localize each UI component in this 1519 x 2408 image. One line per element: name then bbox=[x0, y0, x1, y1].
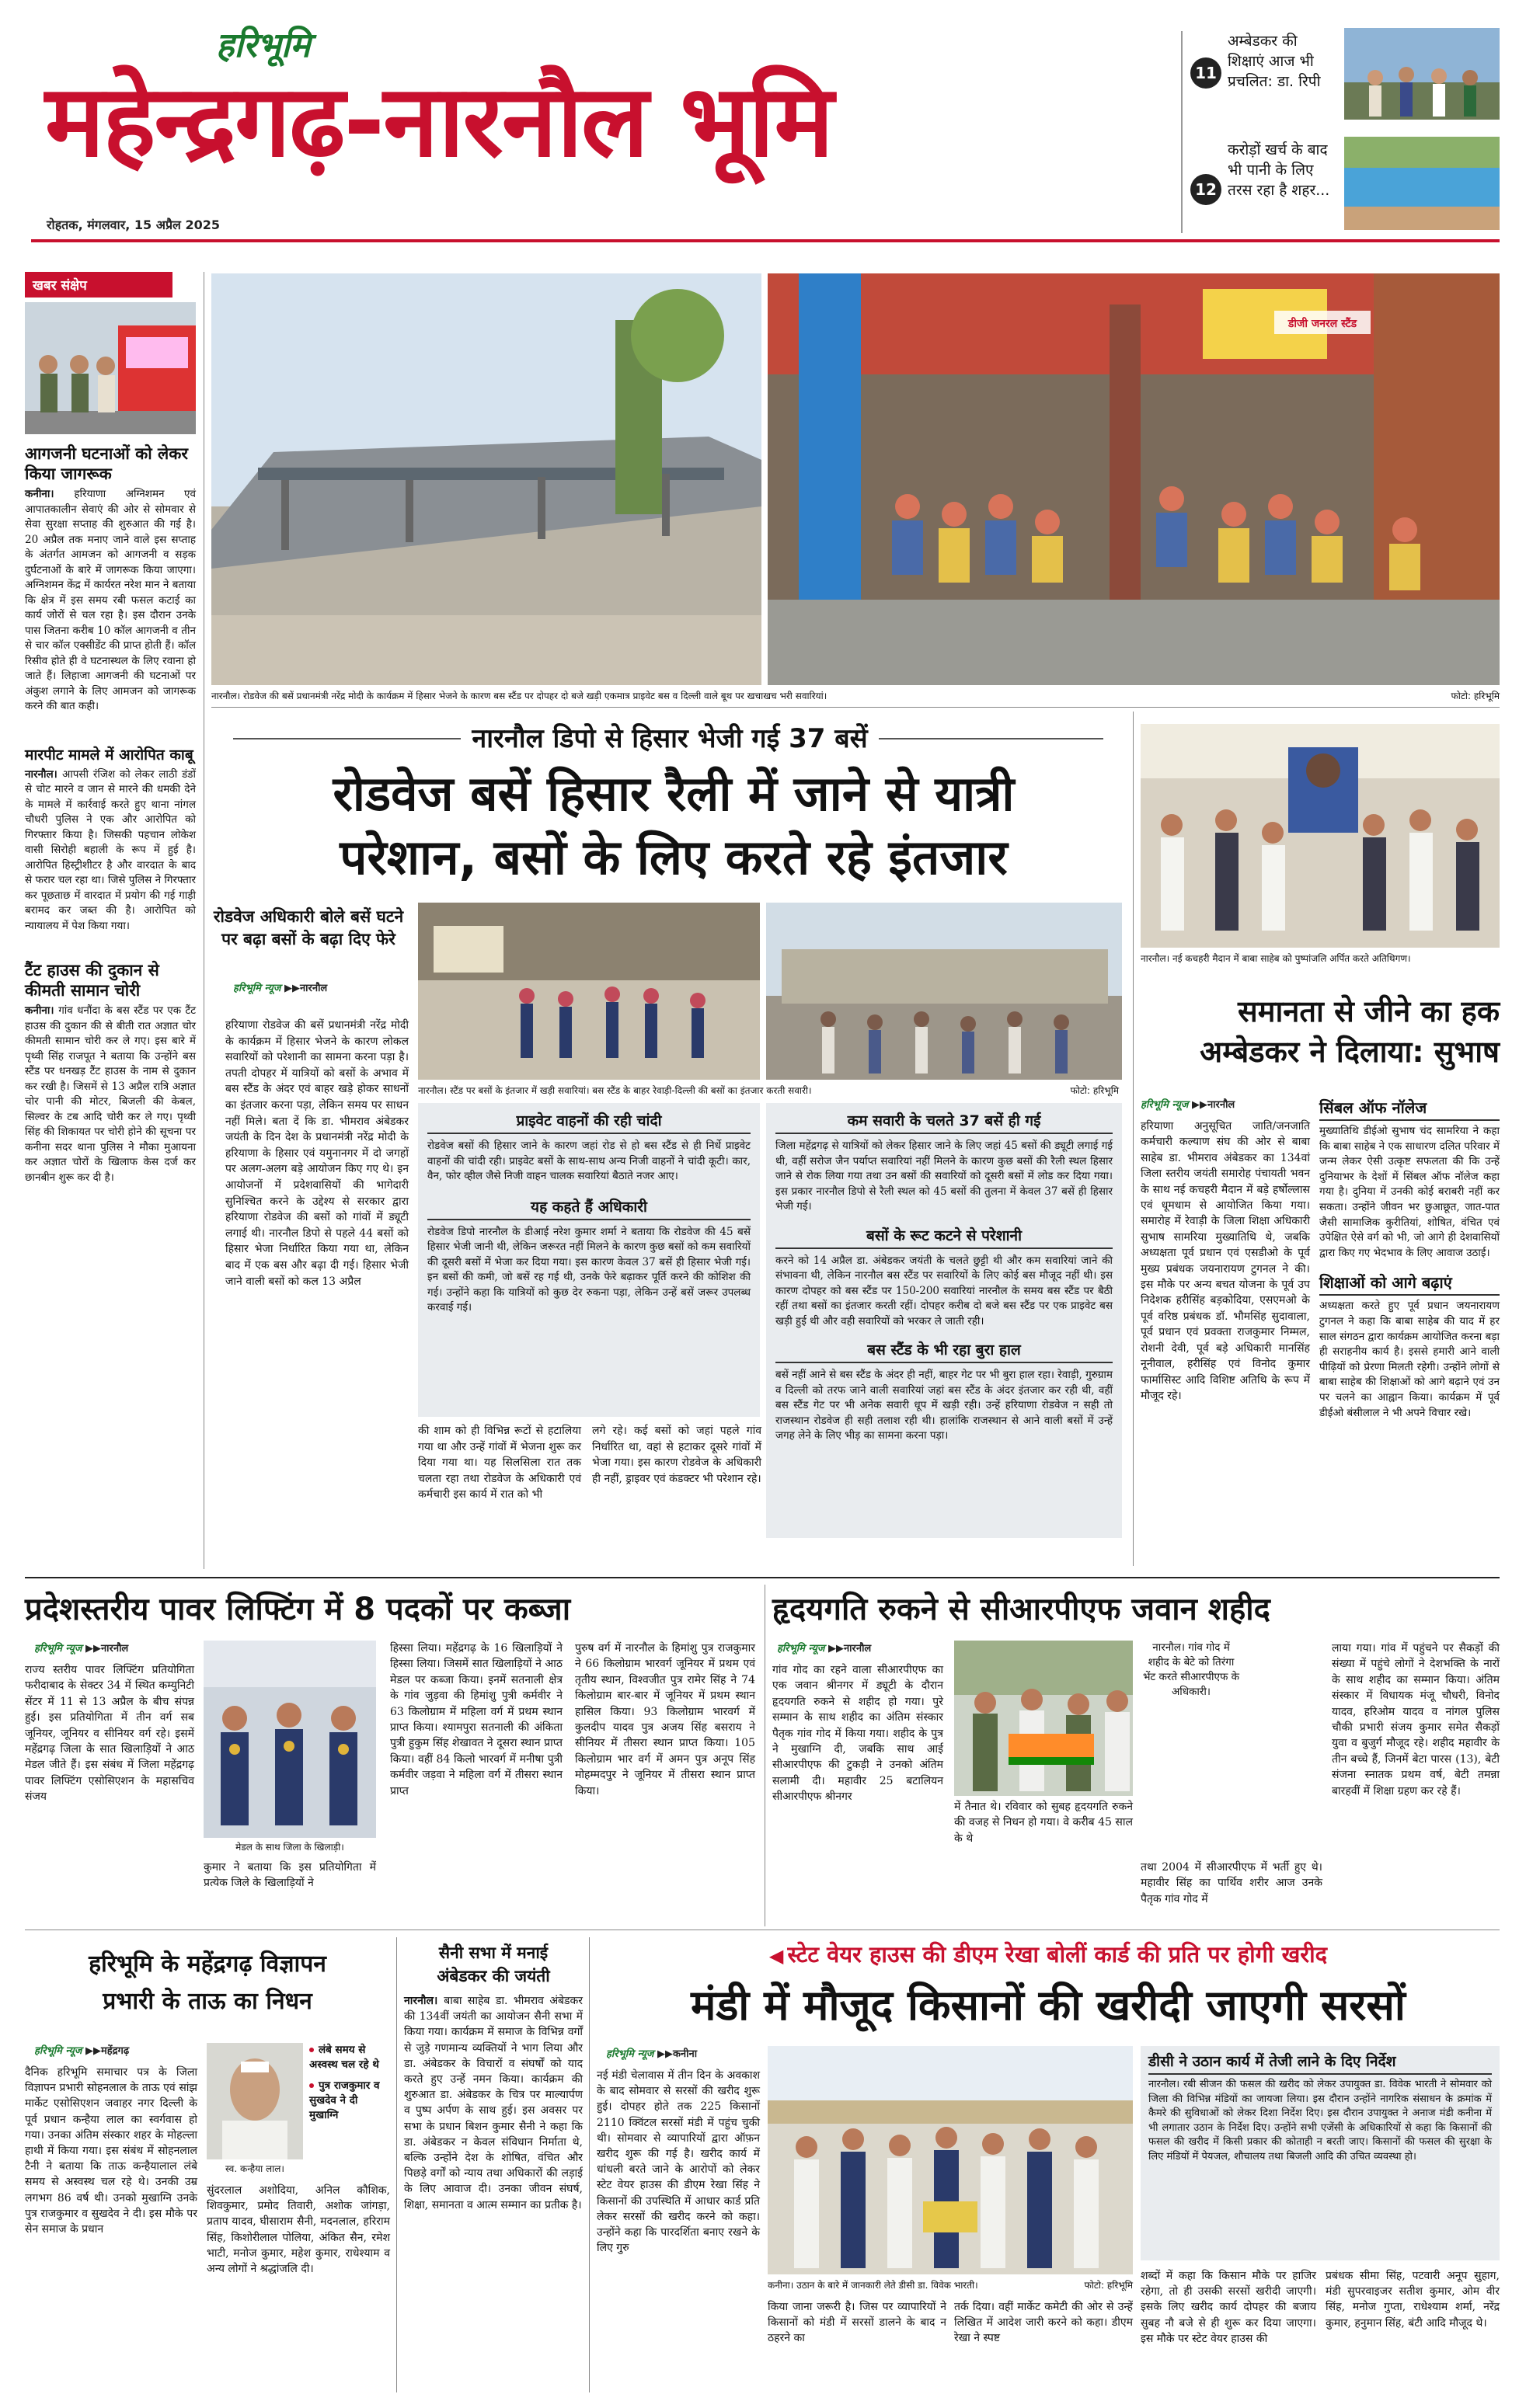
news-brief-column bbox=[25, 272, 196, 1577]
crpf-byline: हरिभूमि न्यूज ▶▶नारनौल bbox=[777, 1643, 872, 1655]
obituary-byline: हरिभूमि न्यूज ▶▶महेंद्रगढ़ bbox=[34, 2045, 130, 2057]
box-routes-title: बसों के रूट कटने से परेशानी bbox=[775, 1223, 1113, 1249]
teaser-2-text: करोड़ों खर्च के बाद भी पानी के लिए तरस रहा है शहर... bbox=[1228, 141, 1330, 199]
mustard-body-2: किया जाना जरूरी है। जिस पर व्यापारियों ने किसानों को मंडी में सरसों डालने के बाद न ठहरने का bbox=[768, 2301, 946, 2345]
box-private-body: रोडवेज बसों की हिसार जाने के कारण जहां रोड से हो बस स्टैंड से ही निर्धे प्राइवेट वाहनों की चांदी रही। प्राइवेट बसों के साथ-साथ अन्य निजी वाहनों ने चांदी कूटी। कार, वैन, फोर व्हील जैसे निजी वाहन चालक सवारियां बैठाते नजर आए। bbox=[427, 1140, 751, 1182]
photo-crowded-booth bbox=[768, 273, 1500, 685]
crpf-photo-caption: नारनौल। गांव गोद में शहीद के बेटे को तिरंगा भेंट करते सीआरपीएफ के अधिकारी। bbox=[1142, 1641, 1240, 1698]
lead-body-2: की शाम को ही विभिन्न रूटों से हटालिया गया था और उन्हें गांवों में भेजना शुरू कर दिया गया था। यह सिलसिला रात तक चलता रहा तथा रोडवेज के अधिकारी एवं कर्मचारी इस कार्य में रात को भी bbox=[418, 1425, 581, 1502]
lead-photo-waiting bbox=[418, 903, 760, 1080]
obituary-bullet-1: लंबे समय से अस्वस्थ चल रहे थे bbox=[309, 2044, 379, 2071]
teaser-2-photo bbox=[1344, 137, 1500, 230]
mustard-dc-box bbox=[1141, 2046, 1500, 2260]
brief-1-headline: आगजनी घटनाओं को लेकर किया जागरूक bbox=[25, 444, 188, 483]
teaser-2-page: 12 bbox=[1190, 174, 1221, 205]
saini-text: बाबा साहेब डा. भीमराव अंबेडकर की 134वीं जयंती का आयोजन सैनी सभा में किया गया। कार्यक्रम में समाज के विभिन्न वर्गों से जुड़े गणमान्य व्यक्तियों ने भाग लिया और डा. अंबेडकर के विचारों व संघर्षों को याद करते हुए उन्हें नमन किया। कार्यक्रम की शुरुआत डा. अंबेडकर के चित्र पर माल्यार्पण व पुष्प अर्पण के साथ हुई। इस अवसर पर सभा के प्रधान बिशन कुमार सैनी ने कहा कि डा. अंबेडकर न केवल संविधान निर्माता थे, बल्कि उन्होंने देश के शोषित, वंचित और पिछड़े वर्गों को न्याय तथा अधिकारों की लड़ाई के लिए आवाज दी। उनका जीवन संघर्ष, शिक्षा, समानता व आत्म सम्मान का प्रतीक है। bbox=[404, 1995, 583, 2211]
powerlifting-body-1: राज्य स्तरीय पावर लिफ्टिंग प्रतियोगिता फरीदाबाद के सेक्टर 34 में स्थित कम्युनिटी सेंटर में 11 से 13 अप्रैल के बीच संपन्न हुई। इस प्रतियोगिता में तीन वर्ग सब जूनियर, जूनियर व सीनियर वर्ग रहे। इसमें महेंद्रगढ़ जिला के सात खिलाड़ियों ने आठ मेडल जीते हैं। इस संबंध में जिला महेंद्रगढ़ पावर लिफ्टिंग एसोसिएशन के महासचिव संजय bbox=[25, 1664, 194, 1804]
mustard-photo bbox=[768, 2046, 1133, 2274]
right-photo-tribute bbox=[1141, 724, 1500, 948]
masthead bbox=[0, 0, 1519, 264]
saini-headline-2: अंबेडकर की जयंती bbox=[437, 1967, 550, 1985]
box-officials-title: यह कहते हैं अधिकारी bbox=[427, 1194, 751, 1220]
teaser-2[interactable] bbox=[1190, 137, 1501, 233]
right-box-knowledge bbox=[1319, 1097, 1500, 1421]
right-box-title: सिंबल ऑफ नॉलेज bbox=[1319, 1097, 1500, 1121]
obituary-headline-1: हरिभूमि के महेंद्रगढ़ विज्ञापन bbox=[89, 1950, 326, 1978]
teaser-1-text: अम्बेडकर की शिक्षाएं आज भी प्रचलित: डा. रिपी bbox=[1228, 33, 1321, 90]
obituary-body-1: दैनिक हरिभूमि समाचार पत्र के जिला विज्ञापन प्रभारी सोहनलाल के ताऊ एवं सांझ मार्केट एसोसिएशन जवाहर नगर दिल्ली के पूर्व प्रधान कन्हैया लाल का स्वर्गवास हो गया। उनका अंतिम संस्कार शहर के मोहल्ला हाथी में किया गया। इस संबंध में सोहनलाल टैनी ने बताया कि ताऊ कन्हैयालाल लंबे समय से अस्वस्थ चल रहे थे। उनकी उम्र लगभग 86 वर्ष थी। उनको मुखाग्नि उनके पुत्र राजकुमार व सुखदेव ने दी। इस मौके पर सेन समाज के प्रधान bbox=[25, 2066, 197, 2236]
box-busstand-body: बसें नहीं आने से बस स्टैंड के अंदर ही नहीं, बाहर गेट पर भी बुरा हाल रहा। रेवाड़ी, गुरुग्राम व दिल्ली को तरफ जाने वाली सवारियां जहां बस स्टैंड के अंदर इंतजार कर रही थी, वहीं बस स्टैंड गेट पर भी अनेक सवारी धूप में खड़ी रही। उन्हें हरियाणा रोडवेज न सही तो राजस्थान रोडवेज ही सही तलाश रही थी। हालांकि राजस्थान से आने वाली बसों में उन्हें जगह लेने के लिए भीड़ का सामना करना पड़ा। bbox=[775, 1369, 1113, 1442]
brief-3: टैंट हाउस की दुकान से कीमती सामान चोरी कनीना। गांव धनौंदा के बस स्टैंड पर एक टैंट हाउस की दुकान की से बीती रात अज्ञात चोर कीमती सामान चोरी कर ले गए। इस बारे में पृथ्वी सिंह राजपूत ने बताया कि उन्होंने बस स्टैंड पर धनखड़ टैंट हाउस के नाम से दुकान कर रखी है। जिसमें से 13 अप्रैल रात्रि अज्ञात चोर पानी की मोटर, बिजली की केबल, सिल्वर के टब आदि चोरी कर ले गए। पृथ्वी सिंह की शिकायत पर चोरी होने की सूचना पर कनीना सदर थाना पुलिस ने मौका मुआयना कर अज्ञात चोरों के खिलाफ केस दर्ज कर छानबीन शुरू कर दी है। bbox=[25, 961, 196, 1184]
mustard-photo-caption: कनीना। उठान के बारे में जानकारी लेते डीसी डा. विवेक भारती। bbox=[768, 2280, 978, 2291]
powerlifting-body-4: पुरुष वर्ग में नारनौल के हिमांशु पुत्र राजकुमार ने 66 किलोग्राम भारवर्ग जूनियर में प्रथम एवं तृतीय स्थान, विश्वजीत पुत्र रामेर सिंह ने 74 किलोग्राम बार-बार में जूनियर में प्रथम स्थान हासिल किया। 93 किलोग्राम भारवर्ग में कुलदीप यादव पुत्र अजय सिंह बसराय ने सीनियर में तीसरा स्थान प्राप्त किया। 105 किलोग्राम भार वर्ग में अमन पुत्र अनूप सिंह मोहम्मदपुर ने जूनियर में तीसरा स्थान प्राप्त किया। bbox=[575, 1642, 755, 1797]
mustard-box-body: नारनौल। रबी सीजन की फसल की खरीद को लेकर उपायुक्त डा. विवेक भारती ने सोमवार को जिला की विभिन्न मंडियों का जायजा लिया। इस दौरान उन्होंने नागरिक संसाधन के क्रमांक में कैमरे की सुविधाओं को लेकर दिशा निर्देश दिए। इस दौरान उपायुक्त ने अनाज मंडी कनीना में भी लगातार उठान के निर्देश दिए। उन्होंने सभी एजेंसी के अधिकारियों से कहा कि किसानों की फसल की खरीद में किसी प्रकार की कोताही न बरती जाए। किसानों की फसल की सुरक्षा के लिए मंडियों में पेयजल, शौचालय तथा बिजली आदि की उचित व्यवस्था हो। bbox=[1148, 2079, 1492, 2163]
right-photo-caption: नारनौल। नई कचहरी मैदान में बाबा साहेब को पुष्पांजलि अर्पित करते अतिथिगण। bbox=[1141, 953, 1411, 964]
crpf-body-2: में तैनात थे। रविवार को सुबह हृदयगति रुकने की वजह से निधन हो गया। वे करीब 45 साल के थे bbox=[954, 1801, 1133, 1845]
brief-2-headline: मारपीट मामले में आरोपित काबू bbox=[25, 746, 193, 764]
crpf-body-1: गांव गोद का रहने वाला सीआरपीएफ का एक जवान श्रीनगर में ड्यूटी के दौरान हृदयगति रुकने से शहीद हो गया। पुरे सम्मान के साथ शहीद का अंतिम संस्कार पैतृक गांव गोद में किया गया। शहीद के पुत्र ने मुखाग्नि दी, जबकि साथ आई सीआरपीएफ की टुकड़ी ने उनको अंतिम सलामी दी। महावीर 25 बटालियन सीआरपीएफ श्रीनगर bbox=[772, 1664, 943, 1804]
mustard-byline: हरिभूमि न्यूज ▶▶कनीना bbox=[606, 2048, 698, 2060]
top-photo-caption: नारनौल। रोडवेज की बसें प्रधानमंत्री नरेंद्र मोदी के कार्यक्रम में हिसार भेजने के कारण बस स्टैंड पर दोपहर दो बजे खड़ी एकमात्र प्राइवेट बस व दिल्ली वाले बूथ पर खचाखच भरी सवारियां। bbox=[211, 691, 827, 701]
brief-3-place: कनीना bbox=[25, 1004, 51, 1017]
powerlifting-byline: हरिभूमि न्यूज ▶▶नारनौल bbox=[34, 1643, 129, 1655]
mustard-body-1: नई मंडी चेलावास में तीन दिन के अवकाश के बाद सोमवार से सरसों की खरीद शुरू हुई। दोपहर होते तक 225 किसानों 2110 क्विंटल सरसों मंडी में पहुंच चुकी थी। सोमवार से व्यापारियों द्वारा ऑफ़न खरीद शुरू की गई है। खरीद कार्य में धांधली बरते जाने के आरोपों को लेकर स्टेट वेयर हाउस की डीएम रेखा सिंह ने किसानों की उपस्थिति में आधार कार्ड प्रति लेकर सरसों की खरीद करने को कहा। उन्होंने कहा कि पारदर्शिता बनाए रखने के लिए गुरु bbox=[597, 2069, 760, 2255]
lead-kicker: नारनौल डिपो से हिसार भेजी गई 37 बसें bbox=[211, 719, 1128, 755]
brief-1-body: हरियाणा अग्निशमन एवं आपातकालीन सेवाएं की ओर से सोमवार से सेवा सुरक्षा सप्ताह की शुरुआत की गई है। 20 अप्रैल तक मनाए जाने वाले इस सप्ताह के अंतर्गत आमजन को आगजनी व सड़क दुर्घटनाओं के बारे में जागरूक किया जाएगा। अग्निशमन केंद्र में कार्यरत नरेश मान ने बताया कि क्षेत्र में इस समय रबी फसल कटाई का कार्य जोरों से चल रहा है। इस दौरान उनके पास जितना करीब 10 कॉल आगजनी व तीन से चार कॉल एक्सीडेंट की प्राप्त होती हैं। कॉल रिसीव होते ही वे घटनास्थल के लिए रवाना हो जाते हैं। लिहाजा आगजनी की घटनाओं पर अंकुश लगाने के लिए आमजन को जागरूक करने की बात कही। bbox=[25, 488, 196, 712]
saini-headline-1: सैनी सभा में मनाई bbox=[438, 1943, 549, 1962]
powerlifting-headline: प्रदेशस्तरीय पावर लिफ्टिंग में 8 पदकों पर कब्जा bbox=[25, 1592, 571, 1627]
obituary-headline-2: प्रभारी के ताऊ का निधन bbox=[103, 1988, 312, 2015]
lead-photo-credit: फोटो: हरिभूमि bbox=[1070, 1085, 1119, 1096]
powerlifting-photo-caption: मेडल के साथ जिला के खिलाड़ी। bbox=[235, 1842, 344, 1853]
teaser-1-page: 11 bbox=[1190, 57, 1221, 89]
top-photo-credit: फोटो: हरिभूमि bbox=[1451, 691, 1500, 701]
brief-2: मारपीट मामले में आरोपित काबू नारनौल। आपसी रंजिश को लेकर लाठी डंडों से चोट मारने व जान से मारने की धमकी देने के मामले में कार्रवाई करते हुए थाना नांगल चौधरी पुलिस ने एक और आरोपित को गिरफ्तार किया है। जिसकी पहचान लोकेश वासी सिरोही बहाली के रूप में हुई है। आरोपित हिस्ट्रीशीटर है और वारदात के बाद से फरार चल रहा था। जिसे पुलिस ने गिरफ्तार कर पूछताछ में वारदात में प्रयोग की गई गाड़ी बरामद कर जब्त की है। आरोपित को न्यायालय में पेश किया गया। bbox=[25, 746, 196, 932]
mustard-body-4: शब्दों में कहा कि किसान मौके पर हाजिर रहेगा, तो ही उसकी सरसों खरीदी जाएगी। इसके लिए खरीद कार्य दोपहर की बजाय सुबह नौ बजे से ही शुरू कर दिया जाएगा। इस मौके पर स्टेट वेयर हाउस की bbox=[1141, 2270, 1316, 2345]
crpf-body-3: तथा 2004 में सीआरपीएफ में भर्ती हुए थे। महावीर सिंह का पार्थिव शरीर आज उनके पैतृक गांव गोद में bbox=[1141, 1861, 1322, 1905]
box-private-title: प्राइवेट वाहनों की रही चांदी bbox=[427, 1108, 751, 1134]
box-routes-body: करने को 14 अप्रैल डा. अंबेडकर जयंती के चलते छुट्टी थी और कम सवारियां जाने की संभावना थी, लेकिन नारनौल बस स्टैंड पर सवारियों के लिए कोई बस मौजूद नहीं थी। इस कारण दोपहर को बस स्टैंड पर 150-200 सवारियां नारनौल के समय बस स्टैंड पर बैठी रहीं तथा बसों का इंतजार करती रहीं। दोपहर करीब दो बजे बस स्टैंड पर एक प्राइवेट बस खड़ी हुई थी और वही सवारियों को भरकर ले जाती रही। bbox=[775, 1254, 1113, 1328]
lead-photo-caption: नारनौल। स्टैंड पर बसों के इंतजार में खड़ी सवारियां। बस स्टैंड के बाहर रेवाड़ी-दिल्ली की बसों का इंतजार करती सवारी। bbox=[418, 1085, 812, 1096]
saini-place: नारनौल bbox=[404, 1995, 434, 2007]
lead-photo-gate bbox=[766, 903, 1122, 1080]
brand-logo: हरिभूमि bbox=[216, 26, 311, 65]
photo-sign-text: डीजी जनरल स्टैंड bbox=[1287, 318, 1357, 330]
box-officials-body: रोडवेज डिपो नारनौल के डीआई नरेश कुमार शर्मा ने बताया कि रोडवेज की 45 बसें हिसार भेजी जानी थी, लेकिन जरूरत नहीं मिलने के कारण कुछ बसों को कम सवारियों की दूसरी बसों में भेजा कर दिया गया। इस कारण केवल 37 बसें ही हिसार भेजी गई। इन बसों की कमी, जो बसें रह गई थी, उनके फेरे बढ़ाकर पूर्ति करने की कोशिश की गई। उन्होंने कहा कि यात्रियों को कुछ देर रुकना पड़ा, लेकिन उन्हें बसें जरूर उपलब्ध करवाई गई। bbox=[427, 1225, 751, 1314]
news-brief-photo bbox=[25, 302, 196, 434]
mustard-kicker: ◀ स्टेट वेयर हाउस की डीएम रेखा बोलीं कार्ड की प्रति पर होगी खरीद bbox=[768, 1941, 1328, 1968]
right-box2-body: अध्यक्षता करते हुए पूर्व प्रधान जयनारायण टुगनल ने कहा कि बाबा साहेब की याद में हर साल संगठन द्वारा कार्यक्रम आयोजित करना बड़ा ही सराहनीय कार्य है। इससे हमारी आने वाली पीढ़ियों को प्रेरणा मिलती रहेगी। उन्होंने लोगों से बाबा साहेब की शिक्षाओं को आगे बढ़ाने एवं उन पर चलने का आह्वान किया। कार्यक्रम में पूर्व डीईओ बंसीलाल ने भी अपने विचार रखे। bbox=[1319, 1300, 1500, 1419]
mustard-body-3: तर्क दिया। वहीं मार्केट कमेटी की ओर से उन्हें लिखित में आदेश जारी करने को कहा। डीएम रेखा ने स्पष्ट bbox=[954, 2301, 1133, 2345]
box-less-title: कम सवारी के चलते 37 बसें ही गई bbox=[775, 1108, 1113, 1134]
lead-headline-2: परेशान, बसों के लिए करते रहे इंतजार bbox=[340, 829, 1008, 886]
obituary-bullets bbox=[309, 2043, 390, 2123]
brief-1-place: कनीना bbox=[25, 488, 51, 500]
box-busstand-title: बस स्टैंड के भी रहा बुरा हाल bbox=[775, 1337, 1113, 1363]
page-title: महेन्द्रगढ़-नारनौल भूमि bbox=[45, 64, 833, 179]
obituary-photo-caption: स्व. कन्हैया लाल। bbox=[225, 2163, 284, 2174]
brief-2-place: नारनौल bbox=[25, 767, 54, 781]
box-less-passengers bbox=[766, 1103, 1122, 1538]
powerlifting-photo bbox=[204, 1641, 376, 1838]
news-brief-label: खबर संक्षेप bbox=[25, 272, 172, 298]
brief-2-body: आपसी रंजिश को लेकर लाठी डंडों से चोट मारने व जान से मारने की धमकी देने के मामले में कार्रवाई करते हुए थाना नांगल चौधरी पुलिस ने एक और आरोपित को गिरफ्तार किया है। जिसकी पहचान लोकेश वासी सिरोही बहाली के रूप में हुई है। आरोपित हिस्ट्रीशीटर है और वारदात के बाद से फरार चल रहा था। जिसे पुलिस ने गिरफ्तार कर पूछताछ में वारदात में प्रयोग की गई गाड़ी बरामद कर जब्त की है। आरोपित को न्यायालय में पेश किया गया। bbox=[25, 767, 196, 932]
crpf-body-4: लाया गया। गांव में पहुंचने पर सैकड़ों की संख्या में पहुंचे लोगों ने देशभक्ति के नारों के साथ शहीद का सम्मान किया। अंतिम संस्कार में विधायक मंजू चौधरी, विनोद यादव, हरिओम यादव व नांगल पुलिस चौकी प्रभारी संजय कुमार समेत सैकड़ों युवा व बुजुर्ग मौजूद रहे। शहीद महावीर के तीन बच्चे हैं, जिनमें बेटा पारस (13), बेटी संजना स्नातक प्रथम वर्ष, बेटी तमन्ना बारहवीं में शिक्षा ग्रहण कर रहे हैं। bbox=[1332, 1642, 1500, 1797]
teaser-1[interactable] bbox=[1190, 28, 1501, 121]
mustard-photo-credit: फोटो: हरिभूमि bbox=[1084, 2280, 1133, 2291]
box-private-vehicles bbox=[418, 1103, 760, 1417]
lead-body-1: हरियाणा रोडवेज की बसें प्रधानमंत्री नरेंद्र मोदी के कार्यक्रम में हिसार भेजने के कारण लोकल सवारियों को परेशानी का सामना करना पड़ा है। तपती दोपहर में यात्रियों को बसों के अभाव में बस स्टैंड के अंदर एवं बाहर खड़े होकर साधनों का इंतजार करना पड़ा, लेकिन समय पर साधन नहीं मिले। बता दें कि डा. भीमराव अंबेडकर जयंती के दिन देश के प्रधानमंत्री नरेंद्र मोदी के हरियाणा के हिसार एवं यमुनानगर में दो जगहों पर अलग-अलग बड़े आयोजन किए गए थे। इन आयोजनों में प्रदेशवासियों की भागेदारी सुनिश्चित करने के उद्देश्य से सरकार द्वारा हरियाणा रोडवेज की बसों को गांवों में ड्यूटी लगाई थी। नारनौल डिपो से पहले 44 बसों को हिसार भेजा निर्धारित किया गया था, लेकिन बाद में एक बस और बढ़ा दी गई। हिसार भेजी जाने वाली बसों को कल 13 अप्रैल bbox=[225, 1019, 409, 1288]
lead-subhead: रोडवेज अधिकारी बोले बसें घटने पर बढ़ा बसों के बढ़ा दिए फेरे bbox=[213, 907, 404, 948]
right-byline: हरिभूमि न्यूज ▶▶नारनौल bbox=[1141, 1099, 1235, 1111]
photo-empty-bus-stand bbox=[211, 273, 761, 685]
right-box2-title: शिक्षाओं को आगे बढ़ाएं bbox=[1319, 1272, 1500, 1296]
right-headline-2: अम्बेडकर ने दिलाया: सुभाष bbox=[1200, 1035, 1500, 1069]
brief-3-body: गांव धनौंदा के बस स्टैंड पर एक टैंट हाउस की दुकान की से बीती रात अज्ञात चोर कीमती सामान चोरी कर ले गए। इस बारे में पृथ्वी सिंह राजपूत ने बताया कि उन्होंने बस स्टैंड पर धनखड़ टैंट हाउस के नाम से दुकान कर रखी है। जिसमें से 13 अप्रैल रात्रि अज्ञात चोर पानी की मोटर, बिजली की केबल, सिल्वर के टब आदि चोरी कर ले गए। पृथ्वी सिंह की शिकायत पर चोरी होने की सूचना पर कनीना सदर थाना पुलिस ने मौका मुआयना कर अज्ञात चोरों के खिलाफ केस दर्ज कर छानबीन शुरू कर दी है। bbox=[25, 1004, 196, 1184]
right-headline-1: समानता से जीने का हक bbox=[1238, 994, 1500, 1028]
crpf-headline: हृदयगति रुकने से सीआरपीएफ जवान शहीद bbox=[772, 1592, 1270, 1627]
saini-body: नारनौल। बाबा साहेब डा. भीमराव अंबेडकर की 134वीं जयंती का आयोजन सैनी सभा में किया गया। कार्यक्रम में समाज के विभिन्न वर्गों से जुड़े गणमान्य व्यक्तियों ने भाग लिया और डा. अंबेडकर के विचारों व संघर्षों को याद करते हुए उन्हें नमन किया। कार्यक्रम की शुरुआत डा. अंबेडकर के चित्र पर माल्यार्पण व पुष्प अर्पण के साथ हुई। इस अवसर पर सभा के प्रधान बिशन कुमार सैनी ने कहा कि डा. अंबेडकर न केवल संविधान निर्माता थे, बल्कि उन्होंने देश के शोषित, वंचित और पिछड़े वर्गों को न्याय तथा अधिकारों की लड़ाई के लिए आवाज दी। उनका जीवन संघर्ष, शिक्षा, समानता व आत्म सम्मान का प्रतीक है। bbox=[404, 1995, 583, 2211]
right-box-body: मुख्यातिथि डीईओ सुभाष चंद सामरिया ने कहा कि बाबा साहेब ने एक साधारण दलित परिवार में जन्म लेकर ऐसी उत्कृष्ट सफलता की कि उन्हें दुनियाभर के देशों में सिंबल ऑफ नॉलेज कहा गया है। दुनिया में उनकी कोई बराबरी नहीं कर सकता। उन्होंने जीवन भर छुआछूत, जात-पात जैसी सामाजिक कुरीतियां, शोषित, वंचित एवं उपेक्षित ऐसे वर्ग को भी, जो आगे ही देशवासियों द्वारा किए गए भेदभाव के लिए आवाज उठाई। bbox=[1319, 1125, 1500, 1259]
obituary-bullet-2: पुत्र राजकुमार व सुखदेव ने दी मुखाग्नि bbox=[309, 2079, 380, 2121]
box-less-body: जिला महेंद्रगढ़ से यात्रियों को लेकर हिसार जाने के लिए जहां 45 बसों की ड्यूटी लगाई गई थी, वहीं सरोज जैन पर्याप्त सवारियां नहीं मिलने के कारण कुछ बसों की रैली स्थल हिसार जाने से रोक लिया गया तथा उन बसों की सवारियों को दूसरी बसों में लोड कर दिया गया। इस प्रकार नारनौल डिपो से रैली स्थल को 45 बसों की तुलना में केवल 37 बसें ही हिसार भेजी गई। bbox=[775, 1140, 1113, 1213]
teaser-1-photo bbox=[1344, 28, 1500, 120]
right-body: हरियाणा अनुसूचित जाति/जनजाति कर्मचारी कल्याण संघ की ओर से बाबा साहेब डा. भीमराव अंबेडकर का 134वां जिला स्तरीय जयंती समारोह पंचायती भवन के साथ नई कचहरी मैदान में बड़े हर्षोल्लास एवं धूमधाम से आयोजित किया गया। समारोह में रेवाड़ी के जिला शिक्षा अधिकारी सुभाष सामरिया मुख्यातिथि थे, जबकि अध्यक्षता पूर्व प्रधान एवं एसडीओ के पूर्व मुख्य प्रबंधक जयनारायण टुगनल ने की। इस मौके पर अन्य बचत योजना के पूर्व उप निदेशक हरीसिंह बड़कोदिया, एसएमओ के पूर्व वरिष्ठ प्रबंधक डॉ. भौमसिंह सुदावाला, पूर्व प्रधान एवं प्रवक्ता राजकुमार निम्मल, रोशनी देवी, पूर्व बड़े अधिकारी मानसिंह नूनीवाल, हरीसिंह एवं विनोद कुमार फार्मासिस्ट आदि विशिष्ट अतिथि के रूप में मौजूद रहे। bbox=[1141, 1120, 1310, 1402]
powerlifting-body-3: हिस्सा लिया। महेंद्रगढ़ के 16 खिलाड़ियों ने हिस्सा लिया। जिसमें सात खिलाड़ियों ने आठ मेडल पर कब्जा किया। इनमें सतनाली क्षेत्र के गांव जुड़वा की हिमांशु पुत्री कर्मवीर ने 63 किलोग्राम में महिला वर्ग में प्रथम स्थान प्राप्त किया। श्यामपुरा सतनाली की अंकिता पुत्री हुकुम सिंह शेखावत ने दूसरा स्थान प्राप्त किया। वहीं 84 किलो भारवर्ग में मनीषा पुत्री कर्मवीर जड़वा ने महिला वर्ग में तीसरा स्थान प्राप्त bbox=[390, 1642, 563, 1797]
brief-1: आगजनी घटनाओं को लेकर किया जागरूक कनीना। हरियाणा अग्निशमन एवं आपातकालीन सेवाएं की ओर से सोमवार से सेवा सुरक्षा सप्ताह की शुरुआत की गई है। 20 अप्रैल तक मनाए जाने वाले इस सप्ताह के अंतर्गत आमजन को आगजनी व सड़क दुर्घटनाओं के बारे में जागरूक किया जाएगा। अग्निशमन केंद्र में कार्यरत नरेश मान ने बताया कि क्षेत्र में इस समय रबी फसल कटाई का कार्य जोरों से चल रहा है। इस दौरान उनके पास जितना करीब 10 कॉल आगजनी व तीन से चार कॉल एक्सीडेंट की प्राप्त होती हैं। कॉल रिसीव होते ही वे घटनास्थल के लिए रवाना हो जाते हैं। लिहाजा आगजनी की घटनाओं पर अंकुश लगाने के लिए आमजन को जागरूक करने की बात कही। bbox=[25, 444, 196, 712]
obituary-body-2: सुंदरलाल अशोदिया, अनिल कौशिक, शिवकुमार, प्रमोद तिवारी, अशोक जांगड़ा, प्रताप यादव, घीसाराम सैनी, मदनलाल, हरिराम सिंह, किशोरीलाल पोलिया, अंकित सैन, रमेश भाटी, मनोज कुमार, महेश कुमार, राधेश्याम व अन्य लोगों ने श्रद्धांजलि दी। bbox=[207, 2184, 390, 2276]
lead-body-3: लगे रहे। कई बसों को जहां पहले गांव निर्धारित था, वहां से हटाकर दूसरे गांवों में भेजा गया। इस कारण रोडवेज के अधिकारी ही नहीं, ड्राइवर एवं कंडक्टर भी परेशान रहे। bbox=[592, 1425, 761, 1485]
lead-headline-1: रोडवेज बसें हिसार रैली में जाने से यात्री bbox=[333, 765, 1015, 822]
brief-3-headline: टैंट हाउस की दुकान से कीमती सामान चोरी bbox=[25, 961, 159, 1000]
powerlifting-body-2: कुमार ने बताया कि इस प्रतियोगिता में प्रत्येक जिले के खिलाड़ियों ने bbox=[204, 1861, 376, 1890]
mustard-body-5: प्रबंधक सीमा सिंह, पटवारी अनूप सुहाग, मंडी सुपरवाइजर सतीश कुमार, ओम वीर सिंह, मनोज गुप्ता, राधेश्याम शर्मा, नरेंद्र कुमार, हनुमान सिंह, बंटी आदि मौजूद थे। bbox=[1326, 2270, 1500, 2330]
mustard-box-title: डीसी ने उठान कार्य में तेजी लाने के दिए निर्देश bbox=[1148, 2051, 1492, 2075]
crpf-photo bbox=[954, 1641, 1133, 1796]
mustard-headline: मंडी में मौजूद किसानों की खरीदी जाएगी सरसों bbox=[691, 1981, 1406, 2030]
dateline: रोहतक, मंगलवार, 15 अप्रैल 2025 bbox=[47, 217, 221, 232]
lead-byline: हरिभूमि न्यूज ▶▶नारनौल bbox=[233, 983, 328, 994]
obituary-photo bbox=[207, 2043, 303, 2159]
